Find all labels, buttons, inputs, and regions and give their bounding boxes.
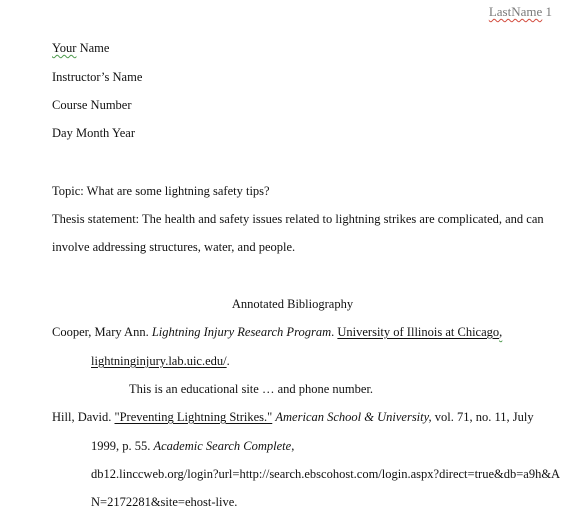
entry2-db-end: ,	[291, 439, 295, 453]
entry2-journal: American School & University,	[275, 410, 432, 424]
entry1-url: lightninginjury.lab.uic.edu/	[91, 354, 227, 368]
header-page-number: 1	[545, 4, 552, 19]
entry2-details1: vol. 71, no. 11, July	[434, 410, 534, 424]
entry2-url-line2: N=2172281&site=ehost-live.	[91, 495, 238, 509]
entry1-period: .	[331, 325, 335, 339]
instructor-name: Instructor’s Name	[52, 70, 143, 84]
thesis-line-2: involve addressing structures, water, and people.	[52, 240, 296, 254]
entry2-details2: 1999, p. 55.	[91, 439, 151, 453]
date-line: Day Month Year	[52, 126, 135, 140]
entry2-line1	[52, 409, 534, 425]
course-number: Course Number	[52, 98, 132, 112]
entry2-article: "Preventing Lightning Strikes."	[114, 410, 273, 424]
student-name-word2: Name	[79, 41, 110, 55]
page-header	[489, 4, 552, 20]
entry1-annotation: This is an educational site … and phone number.	[129, 382, 374, 396]
entry2-url-line1: db12.linccweb.org/login?url=http://search.ebscohost.com/login.aspx?direct=true&db=a9h&A	[91, 467, 561, 481]
entry1-title: Lightning Injury Research Program	[151, 325, 332, 339]
entry1-url-end: .	[226, 354, 230, 368]
entry1-trail: ,	[499, 325, 503, 339]
entry1-line2	[91, 353, 230, 369]
entry1-line1	[52, 324, 502, 340]
student-name-word1: Your	[52, 41, 77, 55]
topic-line: Topic: What are some lightning safety tips?	[52, 184, 270, 198]
thesis-line-1: Thesis statement: The health and safety issues related to lightning strikes are complicated, and can	[52, 212, 544, 226]
entry2-author: Hill, David.	[52, 410, 112, 424]
entry1-author: Cooper, Mary Ann.	[52, 325, 149, 339]
bibliography-title: Annotated Bibliography	[231, 297, 354, 311]
entry2-database: Academic Search Complete	[153, 439, 292, 453]
entry1-publisher: University of Illinois at Chicago	[337, 325, 500, 339]
entry2-line2	[91, 438, 294, 454]
header-last-name: LastName	[488, 4, 543, 19]
student-name-line	[52, 40, 109, 56]
